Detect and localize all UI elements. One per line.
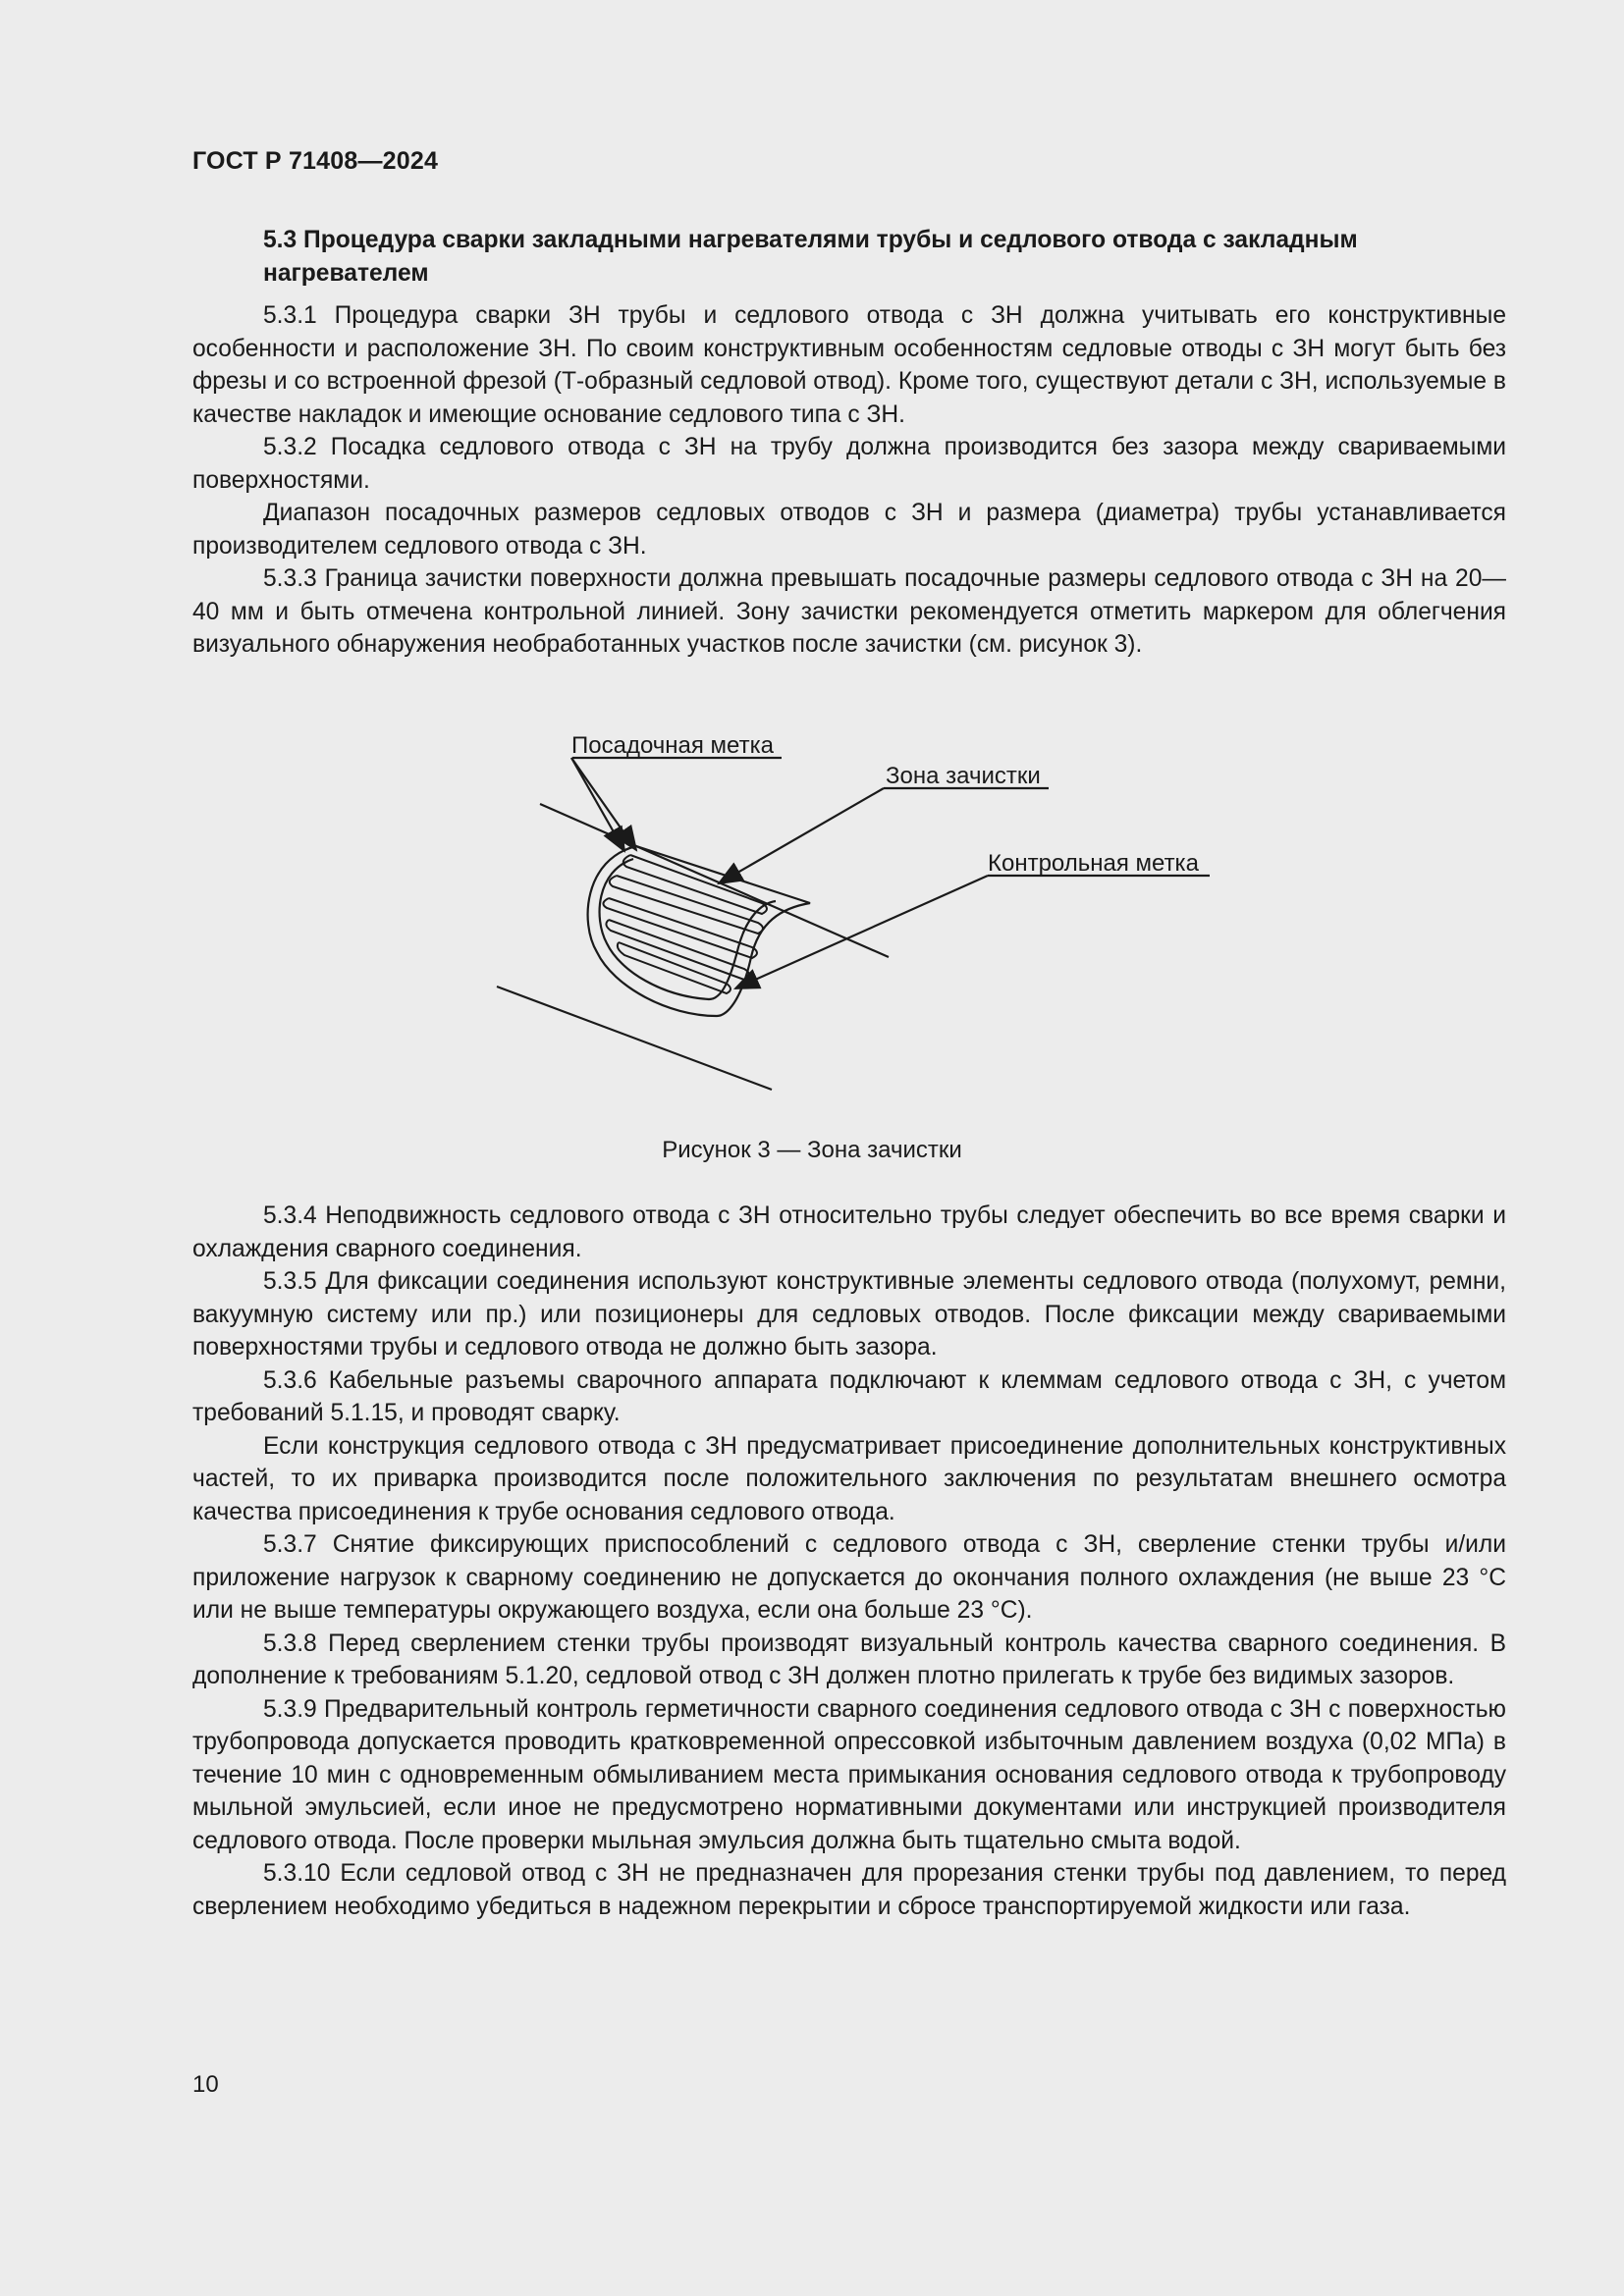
paragraph-5-3-6: 5.3.6 Кабельные разъемы сварочного аппарата подключают к клеммам седлового отвода с ЗН, с учетом требований 5.1.15, и проводят сварку. — [192, 1366, 1506, 1426]
paragraph-5-3-2: 5.3.2 Посадка седлового отвода с ЗН на трубу должна производится без зазора между свариваемыми поверхностями. — [192, 434, 1506, 494]
label-kontrolnaya-metka: Контрольная метка — [988, 850, 1199, 877]
paragraph-5-3-4: 5.3.4 Неподвижность седлового отвода с ЗН относительно трубы следует обеспечить во все время сварки и охлаждения сварного соединения. — [192, 1202, 1506, 1262]
paragraph-5-3-9: 5.3.9 Предварительный контроль герметичности сварного соединения седлового отвода с ЗН с поверхностью трубопровода допускается проводить кратковременной опрессовкой избыточным давлением воздуха (0,02 МПа) в течение 10 мин с одновременным обмыливанием места примыкания основания седлового отвода к трубопроводу мыльной эмульсией, если иное не предусмотрено нормативными документами или инструкцией производителя седлового отвода. После проверки мыльная эмульсия должна быть тщательно смыта водой. — [192, 1695, 1506, 1854]
page-number: 10 — [192, 2071, 219, 2098]
figure-caption: Рисунок 3 — Зона зачистки — [662, 1137, 962, 1163]
paragraph-5-3-3: 5.3.3 Граница зачистки поверхности должна превышать посадочные размеры седлового отвода с ЗН на 20—40 мм и быть отмечена контрольной линией. Зону зачистки рекомендуется отметить маркером для облегчения визуального обнаружения необработанных участков после зачистки (см. рисунок 3). — [192, 565, 1506, 658]
cleaning-zone-hatching — [603, 855, 767, 993]
figure-cleaning-zone — [481, 721, 1227, 1104]
text-block-top — [192, 224, 1506, 662]
pipe-bottom-line — [497, 987, 772, 1090]
section-title: 5.3 Процедура сварки закладными нагревателями трубы и седлового отвода с закладным нагревателем — [263, 227, 1358, 287]
text-block-bottom — [192, 1200, 1506, 1923]
paragraph-5-3-5: 5.3.5 Для фиксации соединения используют конструктивные элементы седлового отвода (полухомут, ремни, вакуумную систему или пр.) или позиционеры для седловых отводов. После фиксации между свариваемыми поверхностями трубы и седлового отвода не должно быть зазора. — [192, 1268, 1506, 1361]
label-posadochnaya-metka: Посадочная метка — [571, 732, 774, 759]
paragraph-5-3-8: 5.3.8 Перед сверлением стенки трубы производят визуальный контроль качества сварного соединения. В дополнение к требованиям 5.1.20, седловой отвод с ЗН должен плотно прилегать к трубе без видимых зазоров. — [192, 1629, 1506, 1689]
label-zona-zachistki: Зона зачистки — [886, 763, 1041, 789]
paragraph-5-3-7: 5.3.7 Снятие фиксирующих приспособлений с седлового отвода с ЗН, сверление стенки трубы и/или приложение нагрузок к сварному соединению не допускается до окончания полного охлаждения (не выше 23 °С или не выше температуры окружающего воздуха, если она больше 23 °С). — [192, 1531, 1506, 1624]
paragraph-5-3-10: 5.3.10 Если седловой отвод с ЗН не предназначен для прорезания стенки трубы под давлением, то перед сверлением необходимо убедиться в надежном перекрытии и сбросе транспортируемой жидкости или газа. — [192, 1860, 1506, 1920]
paragraph-5-3-1: 5.3.1 Процедура сварки ЗН трубы и седлового отвода с ЗН должна учитывать его конструктивные особенности и расположение ЗН. По своим конструктивным особенностям седловые отводы с ЗН могут быть без фрезы и со встроенной фрезой (Т-образный седловой отвод). Кроме того, существуют детали с ЗН, используемые в качестве накладок и имеющие основание седлового типа с ЗН. — [192, 302, 1506, 428]
saddle-outer-outline — [588, 846, 810, 1016]
document-code: ГОСТ Р 71408—2024 — [192, 147, 439, 175]
paragraph-additional-parts: Если конструкция седлового отвода с ЗН предусматривает присоединение дополнительных конструктивных частей, то их приварка производится после положительного заключения по результатам внешнего осмотра качества присоединения к трубе основания седлового отвода. — [192, 1432, 1506, 1525]
paragraph-fit-range: Диапазон посадочных размеров седловых отводов с ЗН и размера (диаметра) трубы устанавливается производителем седлового отвода с ЗН. — [192, 500, 1506, 560]
